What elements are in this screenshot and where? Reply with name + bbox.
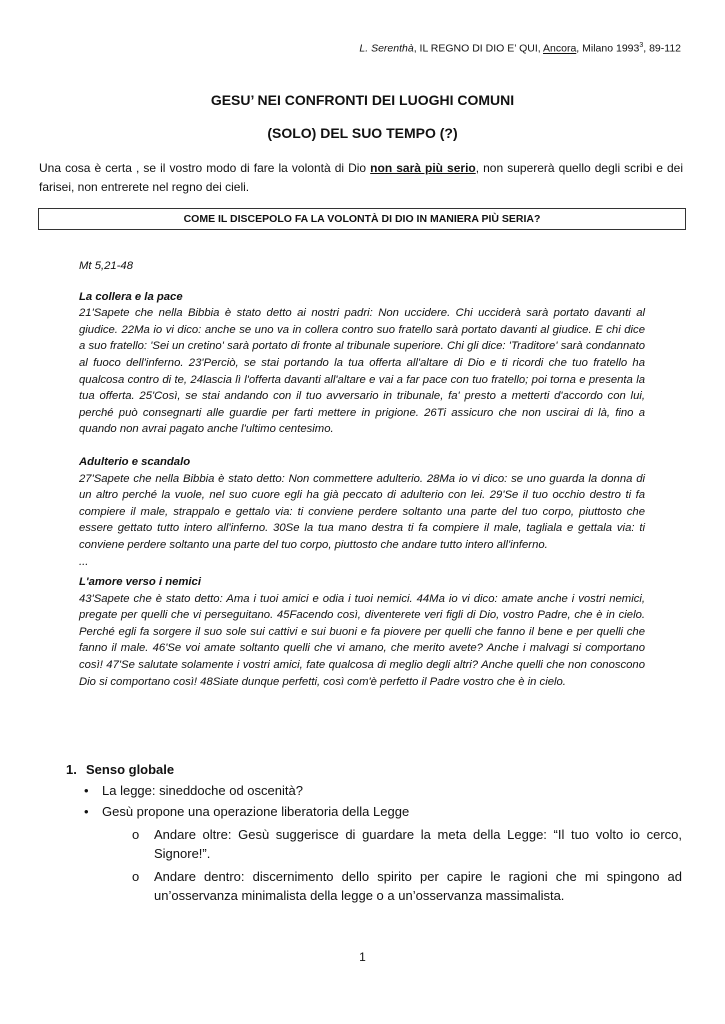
section-text: 27'Sapete che nella Bibbia è stato detto: Non commettere adulterio. 28Ma io vi dico: se uno guarda la donna di un altro perché la vuole, nel suo cuore egli ha già peccato di adulterio con lei. 29'Se il tuo occhio destro ti fa compiere il male, strappalo e gettalo via: ti conviene perdere soltanto una parte del tuo corpo, piuttosto che essere gettato tutto intero all'inferno. 30Se la tua mano destra ti fa compiere il male, tagliala e gettala via: ti conviene perdere soltanto una parte del tuo corpo, piuttosto che andare tutto intero all'inferno.: [79, 472, 645, 551]
intro-emphasis: non sarà più serio: [370, 161, 476, 175]
bullet-icon: •: [84, 783, 89, 798]
section-heading: Adulterio e scandalo: [79, 455, 191, 468]
reference-pages: , 89-112: [643, 42, 681, 55]
circle-bullet-icon: o: [132, 827, 140, 842]
list-item-text: La legge: sineddoche od oscenità?: [102, 783, 303, 798]
question-box: COME IL DISCEPOLO FA LA VOLONTÀ DI DIO IN MANIERA PIÙ SERIA?: [38, 208, 686, 230]
section-heading: La collera e la pace: [79, 290, 183, 303]
section-text: 21'Sapete che nella Bibbia è stato detto ai nostri padri: Non uccidere. Chi ucciderà sarà portato davanti al giudice. 22Ma io vi dico: anche se uno va in collera contro suo fratello sarà portato davanti al giudice. E chi dice a suo fratello: 'Sei un cretino' sarà portato di fronte al tribunale superiore. Chi gli dice: 'Traditore' sarà condannato al fuoco dell'inferno. 23'Perciò, se stai portando la tua offerta all'altare di Dio e ti ricordi che tuo fratello ha qualcosa contro di te, 24lascia lì l'offerta davanti all'altare e vai a far pace con tuo fratello; poi torna e presenta la tua offerta. 25'Così, se stai andando con il tuo avversario in tribunale, fa' presto a metterti d'accordo con lui, perché può consegnarti alle guardie per farti mettere in prigione. 26Ti assicuro che non uscirai di là, fino a quando non avrai pagato anche l'ultimo centesimo.: [79, 307, 645, 436]
outline-section-heading: [66, 760, 682, 779]
reference-publisher: Ancora: [543, 42, 577, 55]
reference-book: , IL REGNO DI DIO E’ QUI,: [413, 42, 544, 55]
section-heading: L'amore verso i nemici: [79, 576, 201, 589]
section-ellipsis: ...: [79, 555, 89, 568]
intro-before: Una cosa è certa , se il vostro modo di fare la volontà di Dio: [39, 161, 371, 175]
sub-list-item-text: Andare dentro: discernimento dello spirito per capire le ragioni che mi spingono ad un’osservanza minimalista della legge o a un’osservanza massimalista.: [154, 869, 682, 903]
intro-after: , non supererà quello degli scribi e dei farisei, non entrerete nel regno dei cieli.: [39, 161, 683, 194]
outline-heading-text: Senso globale: [86, 762, 175, 777]
page-title-line-1: GESU’ NEI CONFRONTI DEI LUOGHI COMUNI: [210, 92, 515, 108]
section-text: 43'Sapete che è stato detto: Ama i tuoi amici e odia i tuoi nemici. 44Ma io vi dico: amate anche i vostri nemici, pregate per quelli che vi perseguitano. 45Facendo così, diventerete veri figli di Dio, vostro Padre, che è in cielo. Perché egli fa sorgere il suo sole sui cattivi e sui buoni e fa piovere per quelli che fanno il bene e per quelli che fanno il male. 46'Se voi amate soltanto quelli che vi amano, che merito avete? Anche i malvagi si comportano così! 47'Se salutate solamente i vostri amici, fate qualcosa di meglio degli altri? Anche quelli che non conoscono Dio si comportano così! 48Siate dunque perfetti, così com'è perfetto il Padre vostro che è in cielo.: [79, 592, 645, 688]
reference-author: L. Serenthà: [359, 42, 414, 55]
sub-list-item: [132, 867, 682, 905]
source-reference: [359, 42, 681, 55]
bible-reference: Mt 5,21-48: [79, 260, 134, 272]
list-item-text: Gesù propone una operazione liberatoria della Legge: [102, 804, 410, 819]
circle-bullet-icon: o: [132, 869, 140, 884]
page-number: 1: [359, 950, 366, 964]
bullet-icon: •: [84, 804, 89, 819]
list-item: [84, 802, 682, 821]
reference-place-year: , Milano 1993: [576, 42, 640, 55]
intro-paragraph: [39, 159, 683, 197]
bible-passage: [79, 258, 645, 690]
list-item: [84, 781, 682, 800]
page-title-line-2: (SOLO) DEL SUO TEMPO (?): [267, 125, 458, 141]
reference-edition: 3: [639, 42, 644, 49]
outline-list: [66, 760, 682, 905]
sub-list-item-text: Andare oltre: Gesù suggerisce di guardare la meta della Legge: “Il tuo volto io cerco, Signore!”.: [154, 827, 682, 861]
sub-list-item: [132, 825, 682, 863]
outline-number: 1.: [66, 762, 77, 777]
